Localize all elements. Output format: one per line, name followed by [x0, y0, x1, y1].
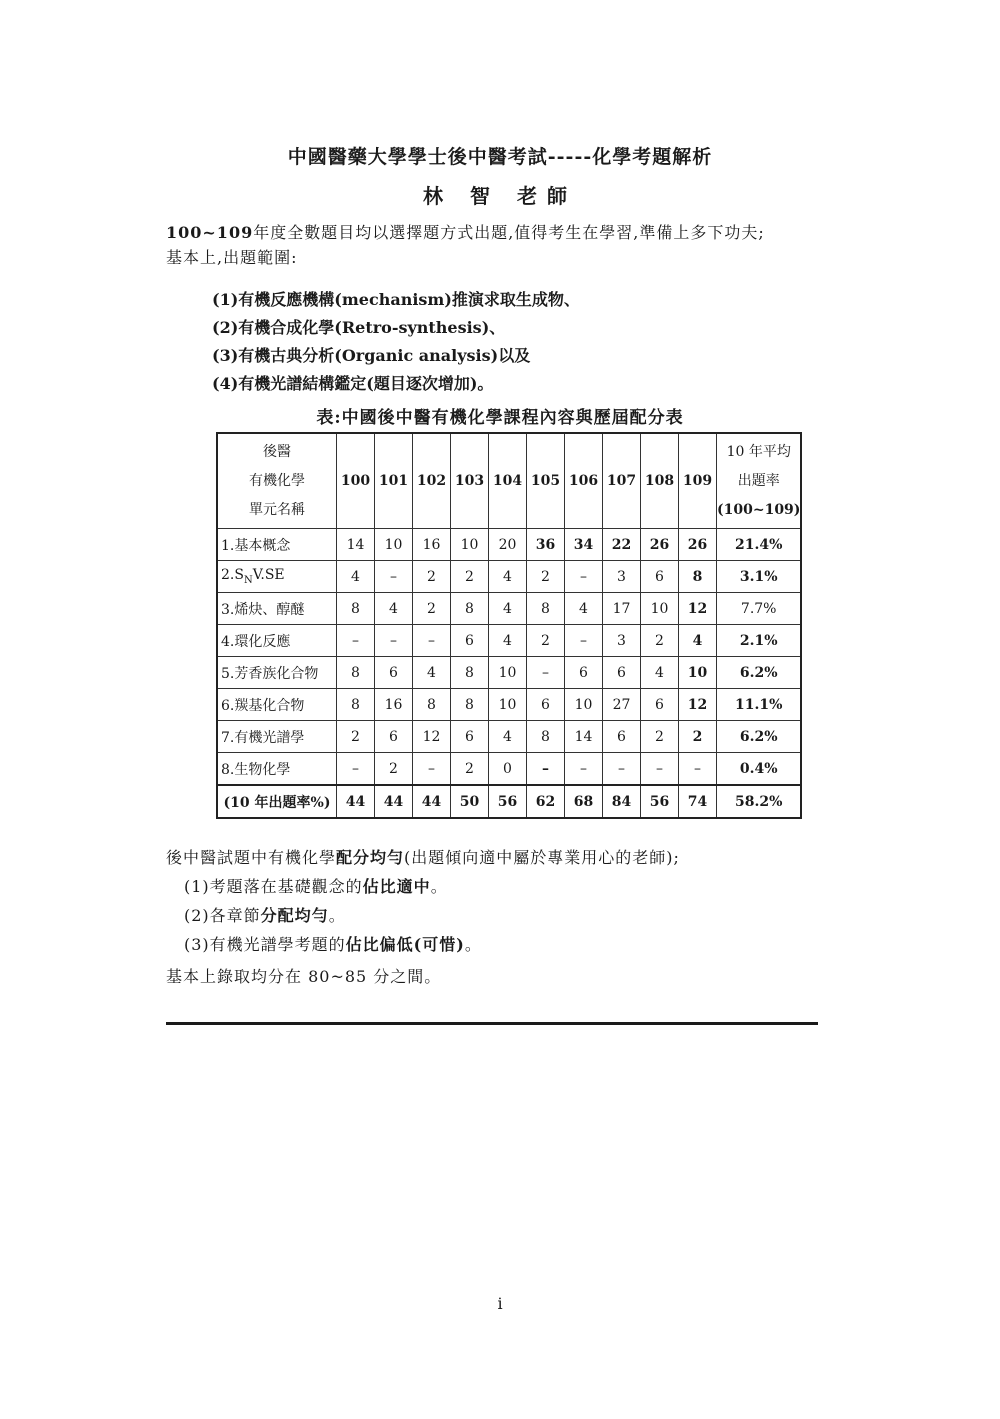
score-cell: 6	[641, 561, 679, 593]
score-cell: –	[603, 753, 641, 786]
total-cell: 74	[679, 785, 717, 818]
score-cell: 2	[527, 625, 565, 657]
score-cell: 4	[413, 657, 451, 689]
average-cell: 6.2%	[717, 721, 802, 753]
score-cell: 4	[489, 593, 527, 625]
intro-year-range: 100~109	[166, 223, 254, 242]
total-cell: 84	[603, 785, 641, 818]
score-cell: 6	[451, 625, 489, 657]
score-cell: 6	[527, 689, 565, 721]
year-header: 108	[641, 433, 679, 529]
score-cell: 6	[603, 657, 641, 689]
total-label: (10 年出題率%)	[217, 785, 337, 818]
score-cell: 8	[451, 689, 489, 721]
table-total-row	[217, 785, 801, 818]
topic-list	[212, 286, 812, 398]
score-cell: –	[375, 561, 413, 593]
total-cell: 50	[451, 785, 489, 818]
score-cell: 12	[679, 593, 717, 625]
score-cell: 27	[603, 689, 641, 721]
score-cell: –	[565, 625, 603, 657]
score-cell: 17	[603, 593, 641, 625]
unit-name: 4.環化反應	[217, 625, 337, 657]
score-cell: 6	[603, 721, 641, 753]
score-cell: 2	[413, 593, 451, 625]
score-cell: 8	[451, 593, 489, 625]
average-cell: 7.7%	[717, 593, 802, 625]
unit-name: 1.基本概念	[217, 529, 337, 561]
unit-name: 8.生物化學	[217, 753, 337, 786]
score-cell: 36	[527, 529, 565, 561]
year-header: 106	[565, 433, 603, 529]
score-cell: 4	[489, 625, 527, 657]
table-header-row	[217, 433, 801, 529]
score-cell: 3	[603, 561, 641, 593]
score-cell: 22	[603, 529, 641, 561]
topic-item: (2)有機合成化學(Retro-synthesis)、	[212, 318, 506, 337]
score-cell: 2	[679, 721, 717, 753]
score-cell: 10	[565, 689, 603, 721]
score-distribution-table	[216, 432, 802, 819]
score-cell: 8	[451, 657, 489, 689]
total-average-cell: 58.2%	[717, 785, 802, 818]
total-cell: 56	[641, 785, 679, 818]
table-row	[217, 689, 801, 721]
unit-column-header: 後醫 有機化學 單元名稱	[217, 433, 337, 529]
table-row	[217, 561, 801, 593]
score-cell: 3	[603, 625, 641, 657]
year-header: 107	[603, 433, 641, 529]
score-cell: 8	[679, 561, 717, 593]
year-header: 100	[337, 433, 375, 529]
score-cell: 6	[451, 721, 489, 753]
score-cell: 6	[641, 689, 679, 721]
year-header: 101	[375, 433, 413, 529]
intro-paragraph	[166, 220, 846, 270]
average-cell: 0.4%	[717, 753, 802, 786]
score-cell: 10	[375, 529, 413, 561]
average-cell: 2.1%	[717, 625, 802, 657]
table-row	[217, 593, 801, 625]
score-cell: –	[527, 753, 565, 786]
year-header: 103	[451, 433, 489, 529]
summary-line: 後中醫試題中有機化學配分均勻(出題傾向適中屬於專業用心的老師);	[166, 848, 680, 867]
score-cell: 12	[413, 721, 451, 753]
score-cell: 6	[375, 657, 413, 689]
unit-name: 3.烯炔、醇醚	[217, 593, 337, 625]
score-cell: 4	[489, 561, 527, 593]
horizontal-rule	[166, 1022, 818, 1025]
score-cell: –	[375, 625, 413, 657]
score-cell: –	[413, 625, 451, 657]
score-cell: 8	[527, 593, 565, 625]
intro-line2: 基本上,出題範圍:	[166, 248, 298, 267]
score-cell: 4	[565, 593, 603, 625]
score-cell: 10	[451, 529, 489, 561]
total-cell: 56	[489, 785, 527, 818]
closing-line: 基本上錄取均分在 80~85 分之間。	[166, 967, 442, 986]
table-row	[217, 721, 801, 753]
total-cell: 44	[337, 785, 375, 818]
score-cell: 8	[337, 657, 375, 689]
average-column-header: 10 年平均 出題率 (100~109)	[717, 433, 802, 529]
score-cell: 8	[337, 593, 375, 625]
score-cell: 26	[641, 529, 679, 561]
average-cell: 6.2%	[717, 657, 802, 689]
topic-item: (3)有機古典分析(Organic analysis)以及	[212, 346, 531, 365]
score-cell: 10	[641, 593, 679, 625]
score-cell: 14	[337, 529, 375, 561]
year-header: 104	[489, 433, 527, 529]
summary-point: (3)有機光譜學考題的佔比偏低(可惜)。	[184, 935, 482, 954]
summary-point: (2)各章節分配均勻。	[184, 906, 346, 925]
score-cell: 2	[451, 561, 489, 593]
score-cell: 4	[489, 721, 527, 753]
intro-line1: 年度全數題目均以選擇題方式出題,值得考生在學習,準備上多下功夫;	[253, 223, 765, 242]
score-cell: –	[337, 753, 375, 786]
table-caption: 表:中國後中醫有機化學課程內容與歷屆配分表	[316, 408, 684, 428]
score-cell: –	[337, 625, 375, 657]
score-cell: 2	[413, 561, 451, 593]
score-cell: –	[527, 657, 565, 689]
average-cell: 11.1%	[717, 689, 802, 721]
table-row	[217, 753, 801, 786]
score-cell: 14	[565, 721, 603, 753]
total-cell: 44	[375, 785, 413, 818]
score-cell: –	[565, 561, 603, 593]
score-cell: 2	[641, 625, 679, 657]
score-cell: 8	[337, 689, 375, 721]
total-cell: 62	[527, 785, 565, 818]
page-number: i	[497, 1294, 503, 1313]
score-cell: 0	[489, 753, 527, 786]
total-cell: 44	[413, 785, 451, 818]
score-cell: 2	[375, 753, 413, 786]
score-cell: 6	[375, 721, 413, 753]
score-cell: 2	[337, 721, 375, 753]
summary-section	[166, 843, 846, 959]
unit-name: 5.芳香族化合物	[217, 657, 337, 689]
score-cell: 10	[679, 657, 717, 689]
author-name: 林 智 老師	[423, 184, 577, 208]
score-cell: –	[679, 753, 717, 786]
score-cell: 2	[451, 753, 489, 786]
score-cell: 12	[679, 689, 717, 721]
average-cell: 3.1%	[717, 561, 802, 593]
score-cell: 8	[527, 721, 565, 753]
table-row	[217, 529, 801, 561]
score-cell: 6	[565, 657, 603, 689]
score-cell: –	[641, 753, 679, 786]
total-cell: 68	[565, 785, 603, 818]
score-cell: 4	[375, 593, 413, 625]
score-cell: 34	[565, 529, 603, 561]
score-cell: 2	[641, 721, 679, 753]
unit-name: 7.有機光譜學	[217, 721, 337, 753]
score-cell: –	[413, 753, 451, 786]
score-cell: 16	[413, 529, 451, 561]
score-cell: 8	[413, 689, 451, 721]
score-cell: 26	[679, 529, 717, 561]
score-cell: 4	[641, 657, 679, 689]
score-cell: 10	[489, 689, 527, 721]
unit-name: $2.S_NV.SE$	[217, 561, 337, 593]
score-cell: 16	[375, 689, 413, 721]
year-header: 109	[679, 433, 717, 529]
average-cell: 21.4%	[717, 529, 802, 561]
score-cell: 10	[489, 657, 527, 689]
page-title: 中國醫藥大學學士後中醫考試-----化學考題解析	[287, 146, 713, 168]
score-cell: 20	[489, 529, 527, 561]
year-header: 105	[527, 433, 565, 529]
table-row	[217, 625, 801, 657]
topic-item: (1)有機反應機構(mechanism)推演求取生成物、	[212, 290, 580, 309]
year-header: 102	[413, 433, 451, 529]
summary-point: (1)考題落在基礎觀念的佔比適中。	[184, 877, 448, 896]
score-cell: 4	[337, 561, 375, 593]
score-cell: –	[565, 753, 603, 786]
table-row	[217, 657, 801, 689]
score-cell: 2	[527, 561, 565, 593]
score-cell: 4	[679, 625, 717, 657]
unit-name: 6.羰基化合物	[217, 689, 337, 721]
topic-item: (4)有機光譜結構鑑定(題目逐次增加)。	[212, 374, 494, 393]
